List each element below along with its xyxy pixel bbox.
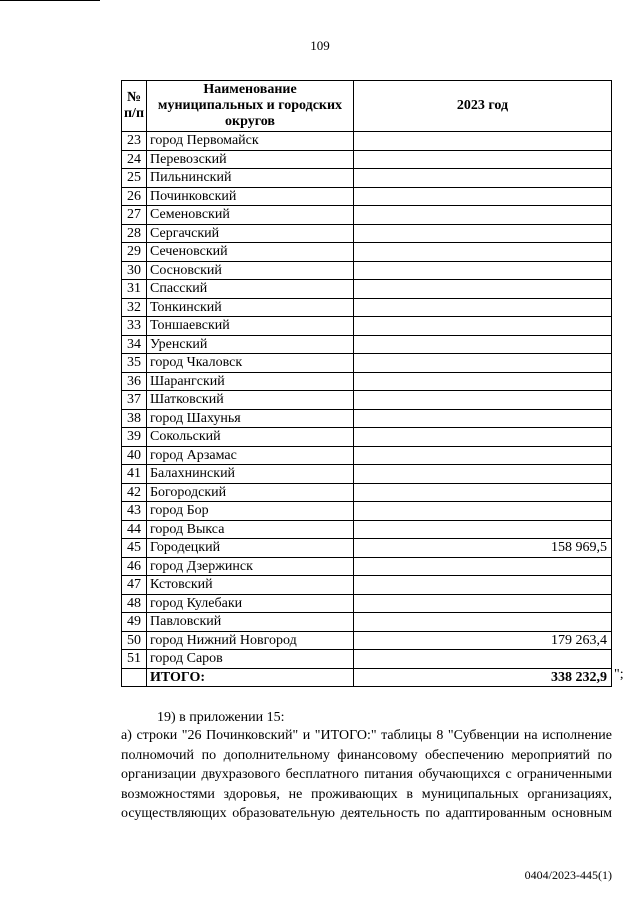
row-number: 46 xyxy=(122,557,147,576)
table-row xyxy=(122,594,612,613)
row-number: 43 xyxy=(122,502,147,521)
row-name: Семеновский xyxy=(147,206,354,225)
subsidy-table xyxy=(121,80,612,687)
total-row xyxy=(122,668,612,687)
row-name: Пильнинский xyxy=(147,169,354,188)
table-row xyxy=(122,446,612,465)
total-value: 338 232,9 xyxy=(354,668,612,687)
row-name: город Чкаловск xyxy=(147,354,354,373)
row-value: 179 263,4 xyxy=(354,631,612,650)
row-number: 26 xyxy=(122,187,147,206)
row-number: 45 xyxy=(122,539,147,558)
table-header-row xyxy=(122,81,612,132)
row-number: 39 xyxy=(122,428,147,447)
row-name: город Арзамас xyxy=(147,446,354,465)
table-row xyxy=(122,409,612,428)
row-number: 29 xyxy=(122,243,147,262)
table-row xyxy=(122,576,612,595)
row-value xyxy=(354,650,612,669)
row-name: город Саров xyxy=(147,650,354,669)
row-number: 38 xyxy=(122,409,147,428)
row-value xyxy=(354,224,612,243)
row-value xyxy=(354,206,612,225)
row-value xyxy=(354,613,612,632)
row-name: город Нижний Новгород xyxy=(147,631,354,650)
row-name: Шарангский xyxy=(147,372,354,391)
row-name: Сосновский xyxy=(147,261,354,280)
row-value xyxy=(354,557,612,576)
row-number: 51 xyxy=(122,650,147,669)
row-name: Павловский xyxy=(147,613,354,632)
table-row xyxy=(122,520,612,539)
table-row xyxy=(122,132,612,151)
row-value xyxy=(354,428,612,447)
row-name: город Первомайск xyxy=(147,132,354,151)
row-number: 25 xyxy=(122,169,147,188)
row-value xyxy=(354,483,612,502)
row-value xyxy=(354,520,612,539)
row-name: город Шахунья xyxy=(147,409,354,428)
row-name: Балахнинский xyxy=(147,465,354,484)
closing-quote: "; xyxy=(614,667,624,682)
row-number: 47 xyxy=(122,576,147,595)
table-row xyxy=(122,557,612,576)
row-name: город Выкса xyxy=(147,520,354,539)
row-number: 50 xyxy=(122,631,147,650)
row-value xyxy=(354,187,612,206)
row-number: 42 xyxy=(122,483,147,502)
row-value xyxy=(354,409,612,428)
table-row xyxy=(122,391,612,410)
paragraph-item-19: 19) в приложении 15: xyxy=(157,710,285,725)
table-row xyxy=(122,224,612,243)
row-name: город Бор xyxy=(147,502,354,521)
row-value xyxy=(354,502,612,521)
row-value xyxy=(354,594,612,613)
row-value xyxy=(354,298,612,317)
table-row xyxy=(122,502,612,521)
row-number: 24 xyxy=(122,150,147,169)
row-value xyxy=(354,150,612,169)
row-value xyxy=(354,335,612,354)
row-number: 28 xyxy=(122,224,147,243)
row-value xyxy=(354,446,612,465)
row-number: 33 xyxy=(122,317,147,336)
row-number: 37 xyxy=(122,391,147,410)
table-row xyxy=(122,483,612,502)
table-row xyxy=(122,465,612,484)
page-number: 109 xyxy=(310,38,330,53)
table-row xyxy=(122,206,612,225)
table-row xyxy=(122,317,612,336)
row-name: Богородский xyxy=(147,483,354,502)
row-name: Кстовский xyxy=(147,576,354,595)
row-name: город Кулебаки xyxy=(147,594,354,613)
row-value xyxy=(354,132,612,151)
table-row xyxy=(122,280,612,299)
table-row xyxy=(122,354,612,373)
row-name: Сергачский xyxy=(147,224,354,243)
row-name: город Дзержинск xyxy=(147,557,354,576)
table-row xyxy=(122,650,612,669)
total-num xyxy=(122,668,147,687)
row-number: 35 xyxy=(122,354,147,373)
row-name: Спасский xyxy=(147,280,354,299)
row-name: Городецкий xyxy=(147,539,354,558)
table-row xyxy=(122,372,612,391)
table-row xyxy=(122,613,612,632)
row-name: Тонкинский xyxy=(147,298,354,317)
table-row xyxy=(122,169,612,188)
table-row xyxy=(122,631,612,650)
row-value xyxy=(354,576,612,595)
paragraph-item-a: а) строки "26 Починковский" и "ИТОГО:" таблицы 8 "Субвенции на исполнение полномочий по дополнительному финансовому обеспечению мероприятий по организации двухразового бесплатного питания обучающихся с ограниченными возможностями здоровья, не проживающих в муниципальных организациях, осуществляющих образовательную деятельность по адаптированным основным xyxy=(121,728,612,821)
row-number: 30 xyxy=(122,261,147,280)
row-number: 48 xyxy=(122,594,147,613)
row-number: 49 xyxy=(122,613,147,632)
row-number: 44 xyxy=(122,520,147,539)
row-number: 36 xyxy=(122,372,147,391)
row-name: Тоншаевский xyxy=(147,317,354,336)
row-value xyxy=(354,243,612,262)
table-row xyxy=(122,428,612,447)
row-value xyxy=(354,169,612,188)
row-number: 40 xyxy=(122,446,147,465)
row-value xyxy=(354,372,612,391)
table-row xyxy=(122,150,612,169)
row-value xyxy=(354,354,612,373)
row-name: Шатковский xyxy=(147,391,354,410)
row-number: 41 xyxy=(122,465,147,484)
table-row xyxy=(122,187,612,206)
document-code: 0404/2023-445(1) xyxy=(524,868,612,882)
row-value xyxy=(354,465,612,484)
row-name: Перевозский xyxy=(147,150,354,169)
table-row xyxy=(122,261,612,280)
row-number: 23 xyxy=(122,132,147,151)
row-name: Починковский xyxy=(147,187,354,206)
header-year: 2023 год xyxy=(354,81,612,132)
top-rule xyxy=(0,0,100,1)
row-name: Сокольский xyxy=(147,428,354,447)
total-label: ИТОГО: xyxy=(147,668,354,687)
row-name: Сеченовский xyxy=(147,243,354,262)
row-value: 158 969,5 xyxy=(354,539,612,558)
row-value xyxy=(354,391,612,410)
row-number: 32 xyxy=(122,298,147,317)
row-value xyxy=(354,317,612,336)
table-row xyxy=(122,243,612,262)
header-num: № п/п xyxy=(122,81,147,132)
row-number: 31 xyxy=(122,280,147,299)
table-row xyxy=(122,335,612,354)
table-row xyxy=(122,539,612,558)
row-value xyxy=(354,261,612,280)
row-name: Уренский xyxy=(147,335,354,354)
row-value xyxy=(354,280,612,299)
table-row xyxy=(122,298,612,317)
table-body xyxy=(122,132,612,687)
row-number: 34 xyxy=(122,335,147,354)
header-name: Наименование муниципальных и городских округов xyxy=(147,81,354,132)
row-number: 27 xyxy=(122,206,147,225)
